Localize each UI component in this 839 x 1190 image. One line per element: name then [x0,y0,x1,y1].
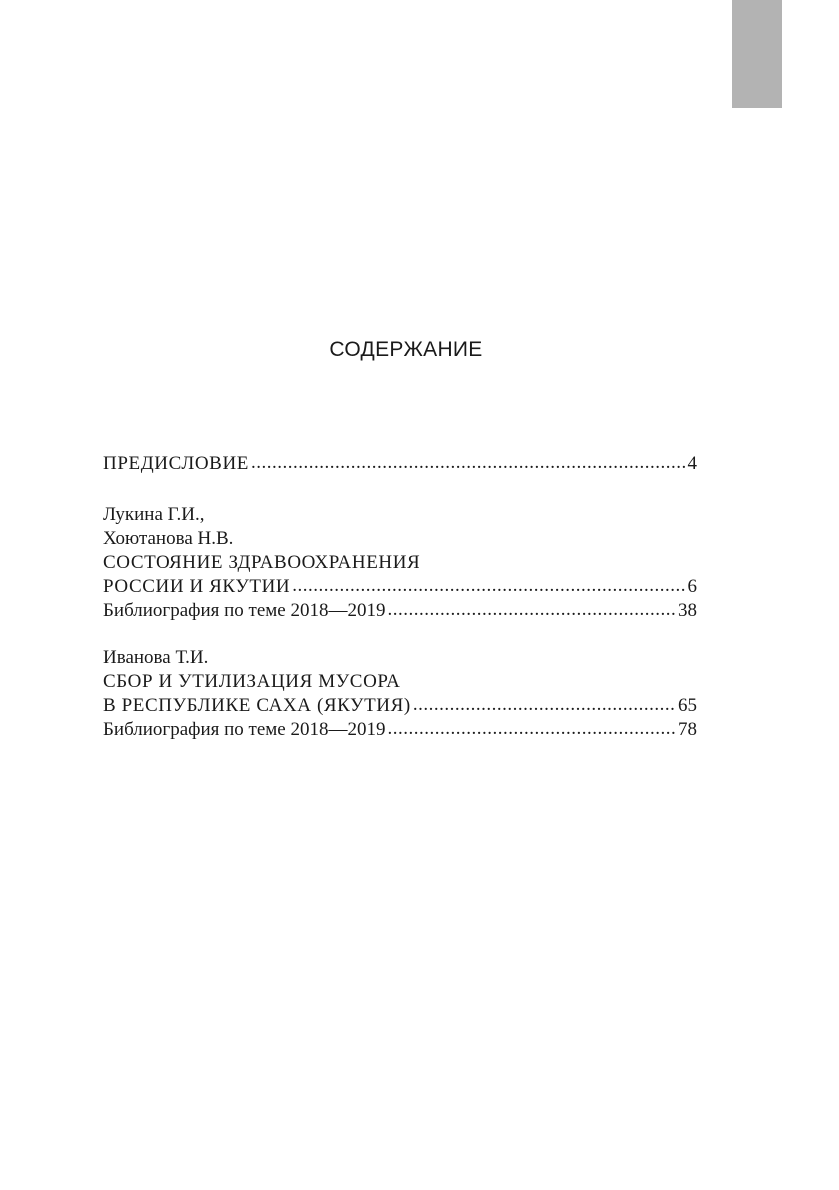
toc-page-number: 38 [678,600,697,621]
dot-leader [413,693,676,717]
toc-line-preface[interactable] [103,452,697,476]
toc-author: Лукина Г.И., [103,504,205,525]
toc-entry-title: ПРЕДИСЛОВИЕ [103,453,249,474]
toc-page-number: 4 [687,453,697,474]
toc-page-number: 78 [678,719,697,740]
dot-leader [251,451,686,475]
toc-page-number: 65 [678,695,697,716]
toc-bibliography-title: Библиография по теме 2018—2019 [103,719,386,740]
toc-bibliography-title: Библиография по теме 2018—2019 [103,600,386,621]
toc-entry-title: РОССИИ И ЯКУТИИ [103,576,291,597]
toc-line-bibliography-2[interactable] [103,718,697,742]
dot-leader [387,717,676,741]
toc-author: Хоютанова Н.В. [103,528,234,549]
toc-line-bibliography-1[interactable] [103,599,697,623]
page-title: СОДЕРЖАНИЕ [329,338,483,361]
dot-leader [387,598,676,622]
toc-entry-title: СОСТОЯНИЕ ЗДРАВООХРАНЕНИЯ [103,552,421,573]
toc-entry-section-2 [103,646,697,742]
dot-leader [292,574,685,598]
toc-entry-title: В РЕСПУБЛИКЕ САХА (ЯКУТИЯ) [103,695,411,716]
toc-entry-title: СБОР И УТИЛИЗАЦИЯ МУСОРА [103,671,401,692]
toc-author: Иванова Т.И. [103,647,209,668]
toc-line-section-2[interactable] [103,694,697,718]
table-of-contents [103,452,697,742]
toc-entry-section-1 [103,503,697,623]
toc-line-section-1[interactable] [103,575,697,599]
page-edge-tab [732,0,782,108]
toc-entry-preface [103,452,697,476]
toc-page-number: 6 [687,576,697,597]
